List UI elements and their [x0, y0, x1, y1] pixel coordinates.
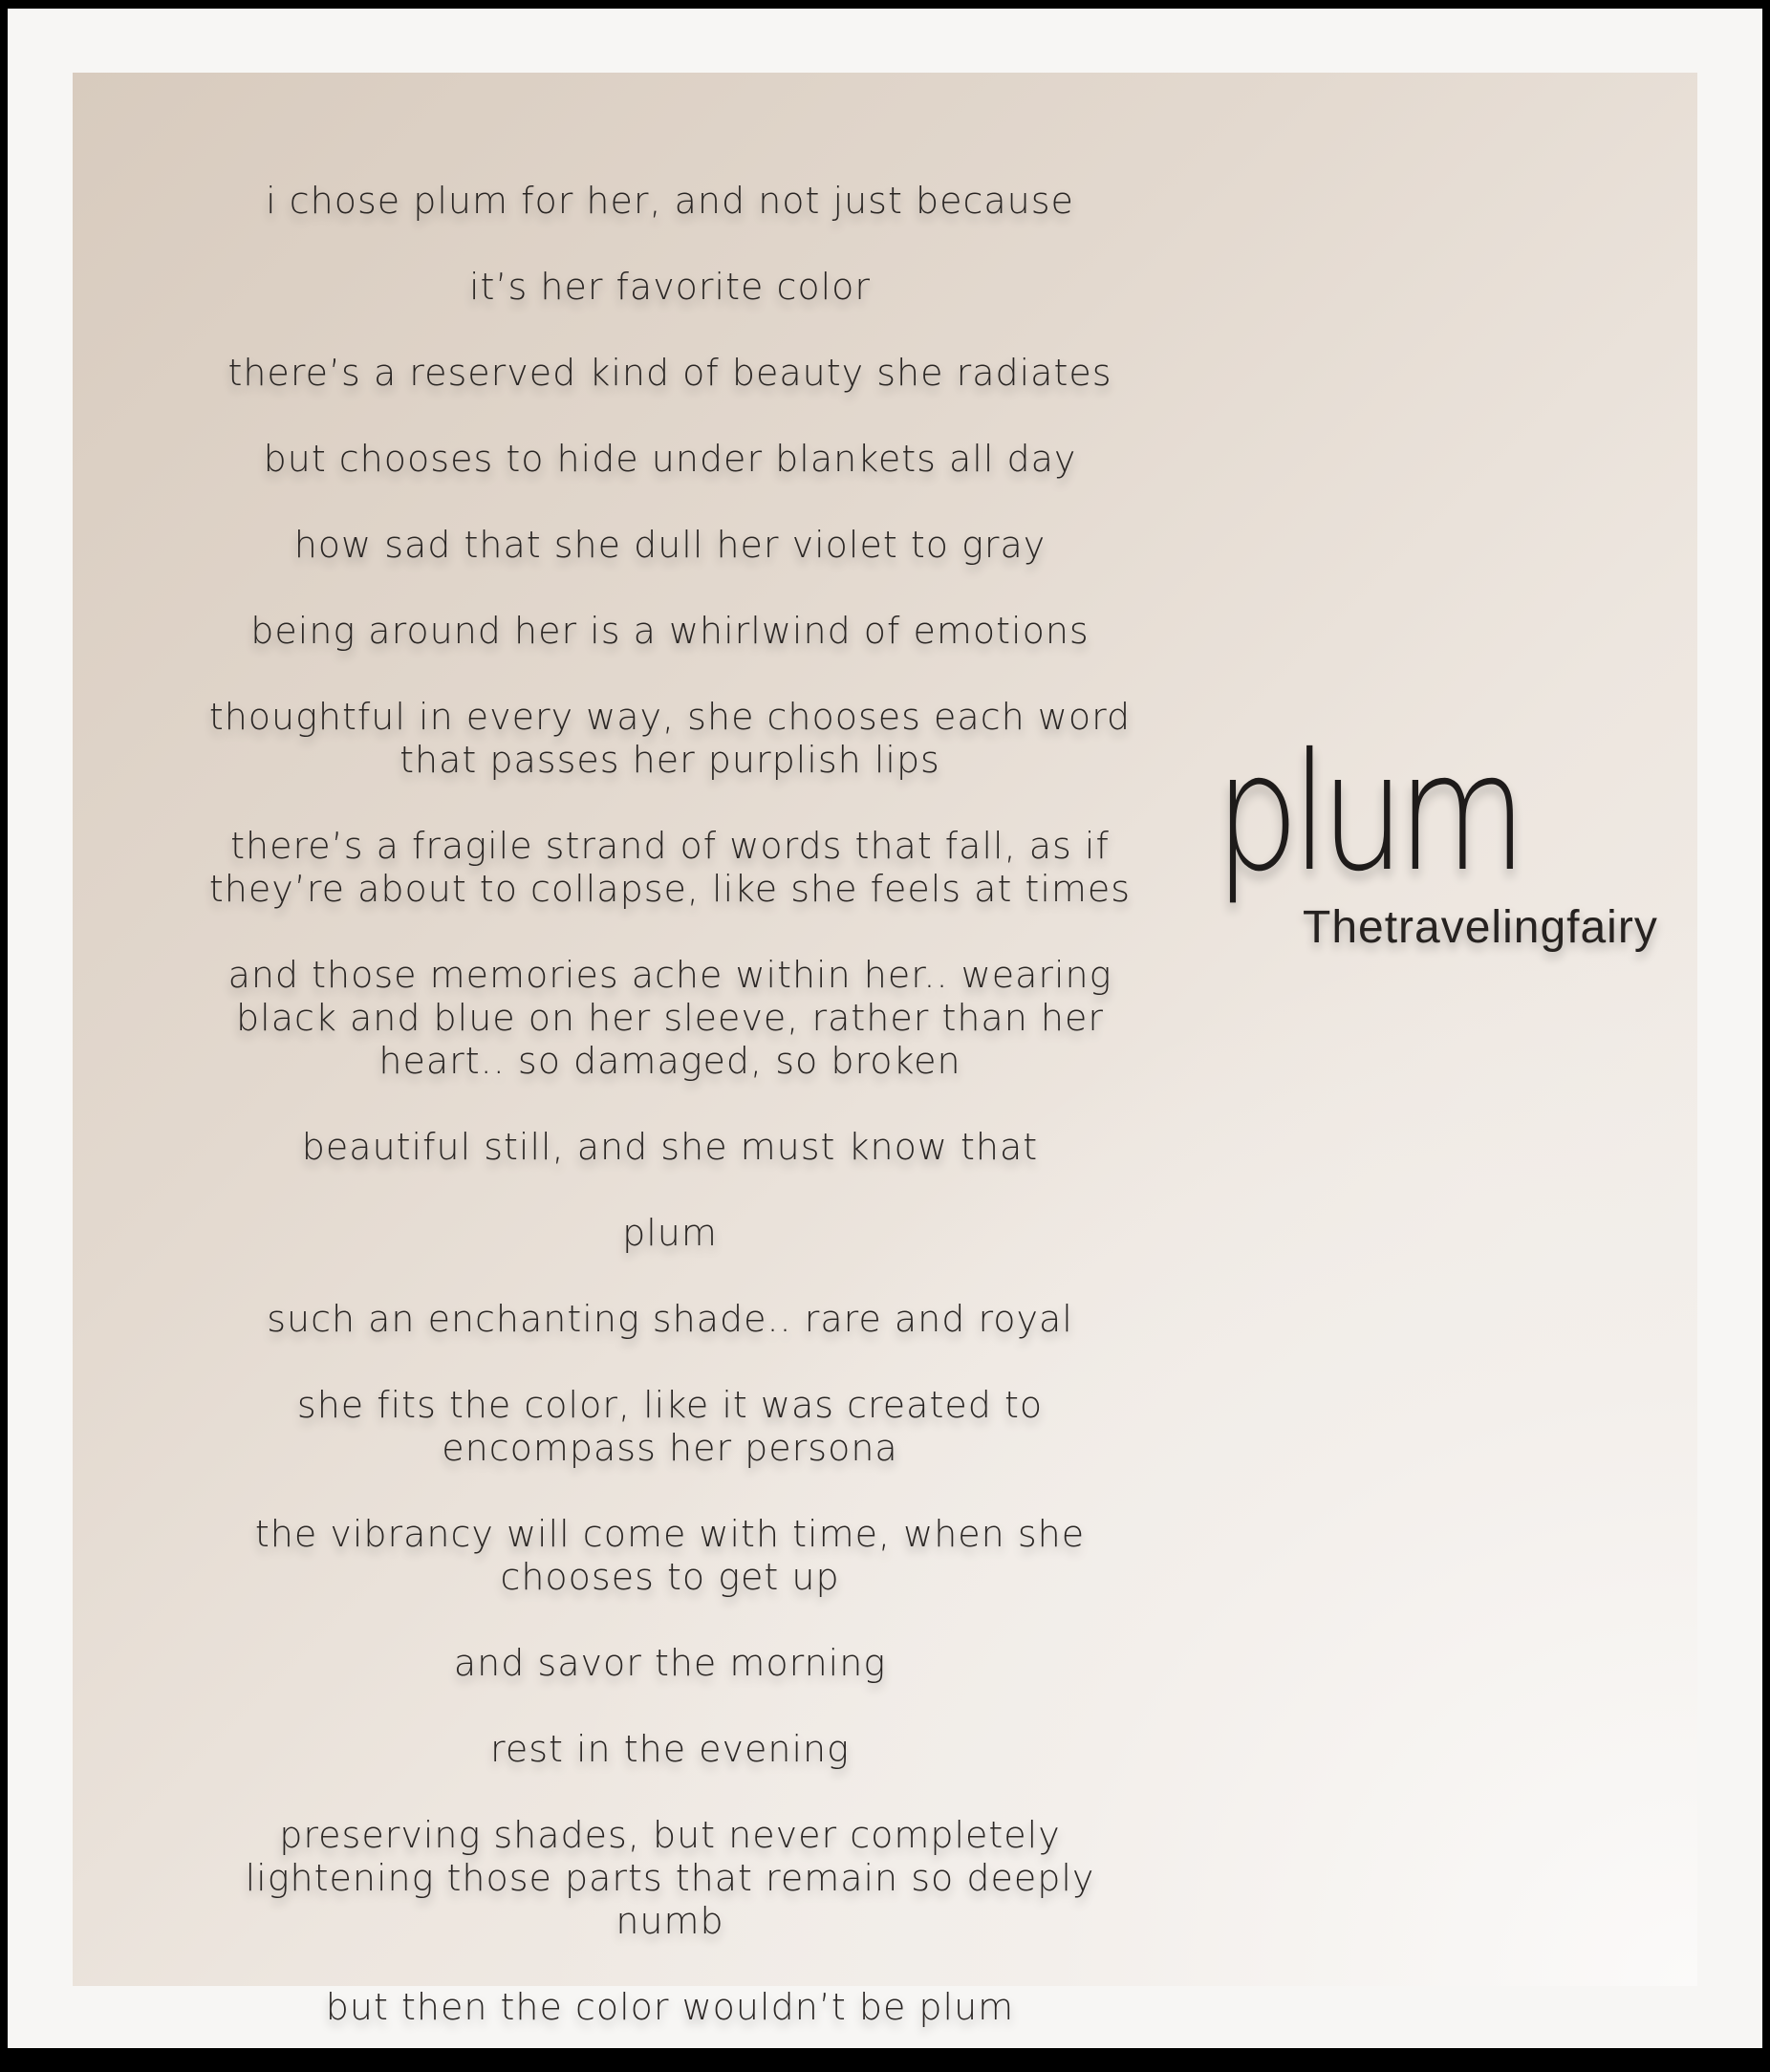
title-block — [1215, 719, 1712, 954]
poem-author: Thetravelingfairy — [1303, 902, 1658, 953]
poem-stanza: but chooses to hide under blankets all day — [263, 438, 1077, 480]
poem-stanza: thoughtful in every way, she chooses each word that passes her purplish lips — [208, 696, 1132, 781]
poem-stanza: such an enchanting shade.. rare and royal — [267, 1298, 1073, 1340]
poem-stanza: and those memories ache within her.. wearing black and blue on her sleeve, rather than her heart.. so damaged, so broken — [227, 954, 1112, 1082]
picture-frame — [8, 9, 1762, 2048]
poem-stanza: i chose plum for her, and not just because — [266, 180, 1074, 222]
poem-stanza: it’s her favorite color — [468, 266, 872, 308]
poem-stanza: there’s a fragile strand of words that fall, as if they’re about to collapse, like she feels at times — [208, 825, 1132, 910]
poem-card — [73, 73, 1697, 2028]
poem-stanza: plum — [622, 1212, 718, 1254]
poem-title: plum — [1215, 719, 1520, 908]
poem-body — [187, 180, 1153, 2072]
poem-stanza: and savor the morning — [453, 1642, 887, 1684]
poem-stanza: there’s a reserved kind of beauty she radiates — [227, 352, 1112, 394]
poem-stanza: but then the color wouldn’t be plum — [325, 1986, 1015, 2028]
poem-stanza: being around her is a whirlwind of emotions — [250, 610, 1090, 652]
poem-stanza: beautiful still, and she must know that — [301, 1126, 1039, 1168]
poem-stanza: rest in the evening — [490, 1728, 850, 1770]
poem-stanza: she fits the color, like it was created to encompass her persona — [296, 1384, 1044, 1469]
poem-stanza: the vibrancy will come with time, when she chooses to get up — [254, 1513, 1086, 1598]
poem-stanza: preserving shades, but never completely lightening those parts that remain so deeply numb — [245, 1814, 1095, 1942]
poem-stanza: how sad that she dull her violet to gray — [293, 524, 1047, 566]
